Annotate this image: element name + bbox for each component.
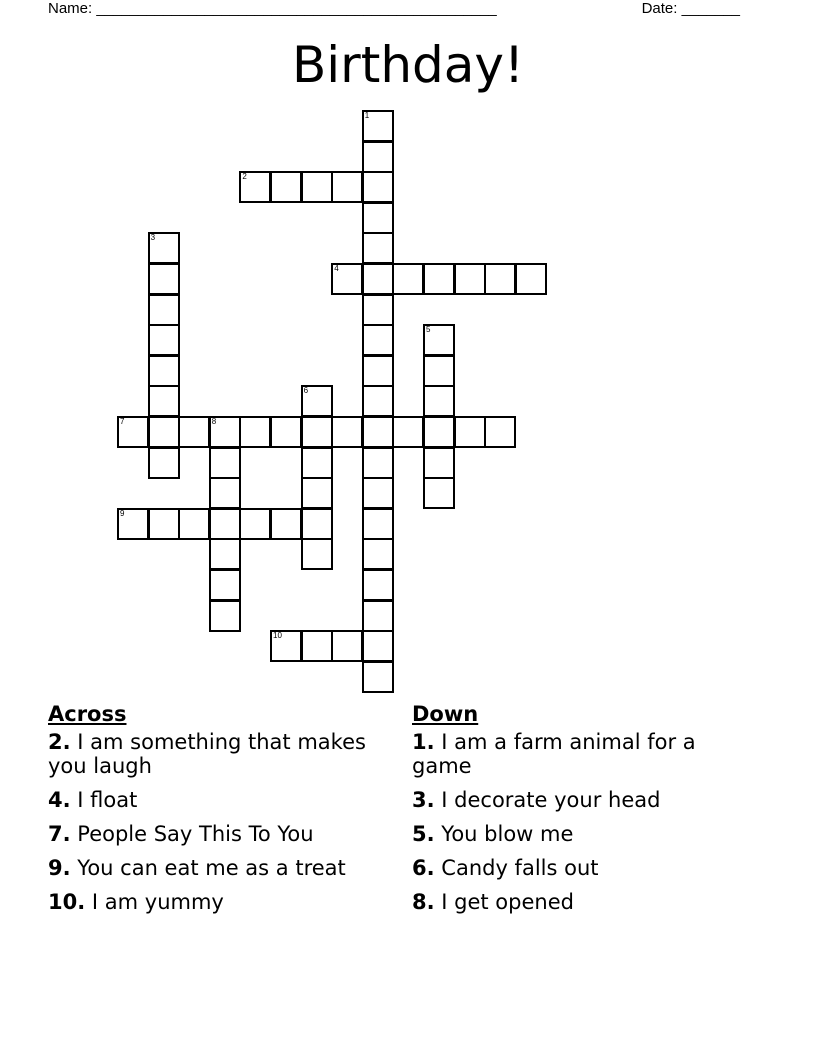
down-heading: Down [412,702,479,726]
page-title: Birthday! [291,36,525,94]
grid-cell[interactable] [117,416,149,448]
down-clue-8 [412,890,752,914]
grid-cell[interactable] [362,202,394,234]
cell-number: 6 [303,386,309,396]
across-clues [48,702,378,924]
grid-cell[interactable] [362,385,394,417]
grid-cell[interactable] [362,600,394,632]
grid-cell[interactable] [423,263,455,295]
grid-cell[interactable] [392,263,424,295]
grid-cell[interactable] [362,416,394,448]
grid-cell[interactable] [239,171,271,203]
grid-cell[interactable] [362,263,394,295]
grid-cell[interactable] [392,416,424,448]
grid-cell[interactable] [148,385,180,417]
grid-cell[interactable] [301,508,333,540]
across-clue-7 [48,822,378,846]
down-clue-5 [412,822,752,846]
clue-text: You blow me [441,822,574,846]
date-field[interactable]: Date: _______ [641,0,740,17]
down-clues [412,702,752,924]
down-clue-6 [412,856,752,880]
grid-cell[interactable] [239,416,271,448]
grid-cell[interactable] [239,508,271,540]
grid-cell[interactable] [331,263,363,295]
grid-cell[interactable] [301,538,333,570]
grid-cell[interactable] [423,385,455,417]
grid-cell[interactable] [423,447,455,479]
grid-cell[interactable] [362,110,394,142]
grid-cell[interactable] [423,324,455,356]
grid-cell[interactable] [362,232,394,264]
cell-number: 10 [273,631,282,641]
grid-cell[interactable] [331,171,363,203]
grid-cell[interactable] [301,630,333,662]
cell-number: 1 [364,111,370,120]
grid-cell[interactable] [301,477,333,509]
clue-text: I decorate your head [441,788,661,812]
clue-number: 6. [412,856,435,880]
grid-cell[interactable] [423,355,455,387]
grid-cell[interactable] [270,508,302,540]
grid-cell[interactable] [484,416,516,448]
clue-text: I am something that makes you laugh [48,730,366,778]
grid-cell[interactable] [362,171,394,203]
grid-cell[interactable] [270,416,302,448]
grid-cell[interactable] [423,416,455,448]
grid-cell[interactable] [148,416,180,448]
clue-number: 4. [48,788,71,812]
grid-cell[interactable] [301,385,333,417]
grid-cell[interactable] [270,630,302,662]
clue-text: People Say This To You [77,822,314,846]
grid-cell[interactable] [301,171,333,203]
across-clue-10 [48,890,378,914]
grid-cell[interactable] [362,569,394,601]
grid-cell[interactable] [148,324,180,356]
grid-cell[interactable] [209,538,241,570]
grid-cell[interactable] [454,263,486,295]
clue-text: I am a farm animal for a game [412,730,696,778]
clue-text: I float [77,788,138,812]
down-clue-1 [412,730,752,778]
grid-cell[interactable] [117,508,149,540]
grid-cell[interactable] [362,661,394,693]
clue-number: 5. [412,822,435,846]
down-clue-3 [412,788,752,812]
grid-cell[interactable] [178,416,210,448]
grid-cell[interactable] [148,508,180,540]
clue-number: 7. [48,822,71,846]
across-clue-9 [48,856,378,880]
grid-cell[interactable] [331,630,363,662]
cell-number: 5 [426,325,431,335]
clue-number: 9. [48,856,71,880]
grid-cell[interactable] [484,263,516,295]
clue-number: 2. [48,730,71,754]
grid-cell[interactable] [454,416,486,448]
grid-cell[interactable] [301,416,333,448]
across-clue-2 [48,730,378,778]
across-heading: Across [48,702,127,726]
grid-cell[interactable] [362,141,394,173]
grid-cell[interactable] [209,447,241,479]
clue-number: 8. [412,890,435,914]
grid-cell[interactable] [331,416,363,448]
grid-cell[interactable] [270,171,302,203]
across-clue-4 [48,788,378,812]
grid-cell[interactable] [148,355,180,387]
cell-number: 8 [211,417,217,426]
grid-cell[interactable] [148,232,180,264]
grid-cell[interactable] [362,630,394,662]
grid-cell[interactable] [209,477,241,509]
grid-cell[interactable] [301,447,333,479]
grid-cell[interactable] [423,477,455,509]
cell-number: 9 [120,508,125,518]
grid-cell[interactable] [515,263,547,295]
grid-cell[interactable] [209,569,241,601]
grid-cell[interactable] [362,355,394,387]
grid-cell[interactable] [362,447,394,479]
name-field[interactable]: Name: ________________________________________________ [48,0,497,17]
grid-cell[interactable] [362,477,394,509]
grid-cell[interactable] [362,324,394,356]
grid-cell[interactable] [209,416,241,448]
grid-cell[interactable] [362,294,394,326]
cell-number: 7 [120,417,125,426]
clue-text: I am yummy [91,890,224,914]
cell-number: 3 [150,233,156,243]
clue-number: 1. [412,730,435,754]
clue-text: Candy falls out [441,856,599,880]
grid-cell[interactable] [362,508,394,540]
cell-number: 4 [334,264,339,273]
clue-number: 10. [48,890,86,914]
grid-cell[interactable] [148,447,180,479]
grid-cell[interactable] [209,508,241,540]
grid-cell[interactable] [209,600,241,632]
grid-cell[interactable] [148,294,180,326]
clue-number: 3. [412,788,435,812]
grid-cell[interactable] [178,508,210,540]
clue-text: I get opened [441,890,574,914]
grid-cell[interactable] [148,263,180,295]
clue-text: You can eat me as a treat [77,856,346,880]
cell-number: 2 [242,172,247,182]
grid-cell[interactable] [362,538,394,570]
